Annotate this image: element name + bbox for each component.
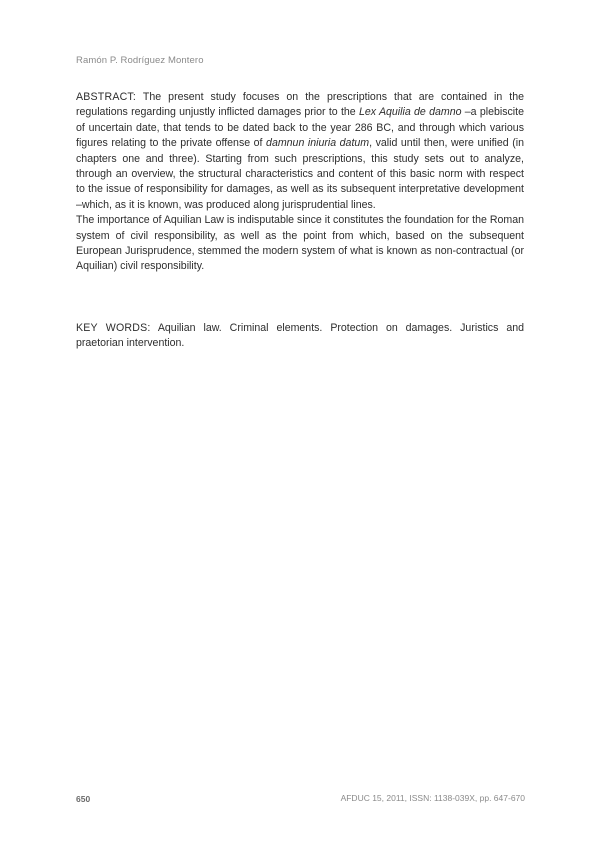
abstract-paragraph-1 [76,90,524,213]
keywords-section [76,321,524,352]
journal-citation: AFDUC 15, 2011, ISSN: 1138-039X, pp. 647-670 [340,793,525,803]
running-header-author: Ramón P. Rodríguez Montero [76,55,204,66]
keywords-label: KEY WORDS: [76,322,151,334]
keywords-text: Aquilian law. Criminal elements. Protection on damages. Juristics and praetorian intervention. [76,322,524,350]
abstract-paragraph-2: The importance of Aquilian Law is indisputable since it constitutes the foundation for the Roman system of civil responsibility, as well as the point from which, based on the subsequent European Jurisprudence, stemmed the modern system of what is known as non-contractual (or Aquilian) civil responsibility. [76,214,524,273]
abstract-text-part-3: , valid until then, were unified (in chapters one and three). Starting from such prescriptions, this study sets out to analyze, through an overview, the structural characteristics and content of this basic norm with respect to the issue of responsibility for damages, as well as its subsequent interpretative development –which, as it is known, was produced along jurisprudential lines. [76,137,524,211]
abstract-text-part-1: The present study focuses on the prescriptions that are contained in the regulations regarding unjustly inflicted damages prior to the [76,91,524,119]
abstract-italic-lex-aquilia: Lex Aquilia de damno [358,106,462,119]
page-number: 650 [76,794,91,804]
abstract-text-part-2: –a plebiscite of uncertain date, that tends to be dated back to the year 286 BC, and through which various figures relating to the private offense of [76,106,524,150]
abstract-label: ABSTRACT: [76,91,137,103]
abstract-italic-damnun: damnun iniuria datum [266,137,370,150]
abstract-section [76,90,524,275]
